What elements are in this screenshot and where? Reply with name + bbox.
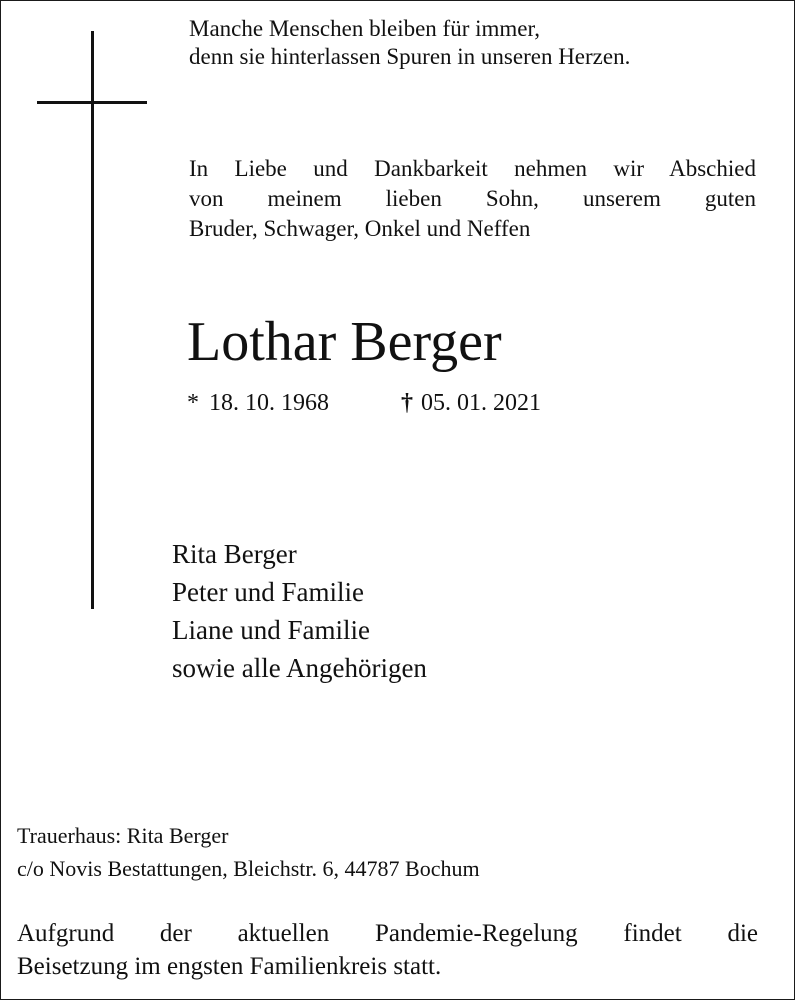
cross-vertical-bar <box>91 31 94 609</box>
mourner-item: Liane und Familie <box>172 615 370 645</box>
quote-line-2: denn sie hinterlassen Spuren in unseren Herzen. <box>189 44 631 69</box>
life-dates <box>187 387 541 419</box>
birth-date: 18. 10. 1968 <box>209 390 329 416</box>
farewell-line-1: In Liebe und Dankbarkeit nehmen wir Abschied <box>189 156 756 181</box>
farewell-line-3: Bruder, Schwager, Onkel und Neffen <box>189 216 531 241</box>
mourners-list <box>172 535 427 687</box>
funeral-note <box>17 917 758 983</box>
farewell-text <box>189 154 756 244</box>
cross-icon <box>37 31 147 609</box>
funeral-note-line-1: Aufgrund der aktuellen Pandemie-Regelung findet die <box>17 920 758 947</box>
mourner-item: Rita Berger <box>172 539 297 569</box>
address-line-2: c/o Novis Bestattungen, Bleichstr. 6, 44787 Bochum <box>17 856 480 881</box>
memorial-quote <box>189 15 764 71</box>
death-cross-icon: † <box>401 390 413 416</box>
address-line-1: Trauerhaus: Rita Berger <box>17 823 229 848</box>
birth-star-icon: * <box>187 390 199 416</box>
funeral-note-line-2: Beisetzung im engsten Familienkreis statt. <box>17 953 442 980</box>
death-date-group <box>401 387 541 419</box>
mourner-item: Peter und Familie <box>172 577 364 607</box>
cross-horizontal-bar <box>37 101 147 104</box>
mourner-item: sowie alle Angehörigen <box>172 653 427 683</box>
death-date: 05. 01. 2021 <box>421 390 541 416</box>
quote-line-1: Manche Menschen bleiben für immer, <box>189 16 540 41</box>
farewell-line-2: von meinem lieben Sohn, unserem guten <box>189 186 756 211</box>
mourning-address <box>17 819 480 885</box>
deceased-name: Lothar Berger <box>187 311 502 373</box>
